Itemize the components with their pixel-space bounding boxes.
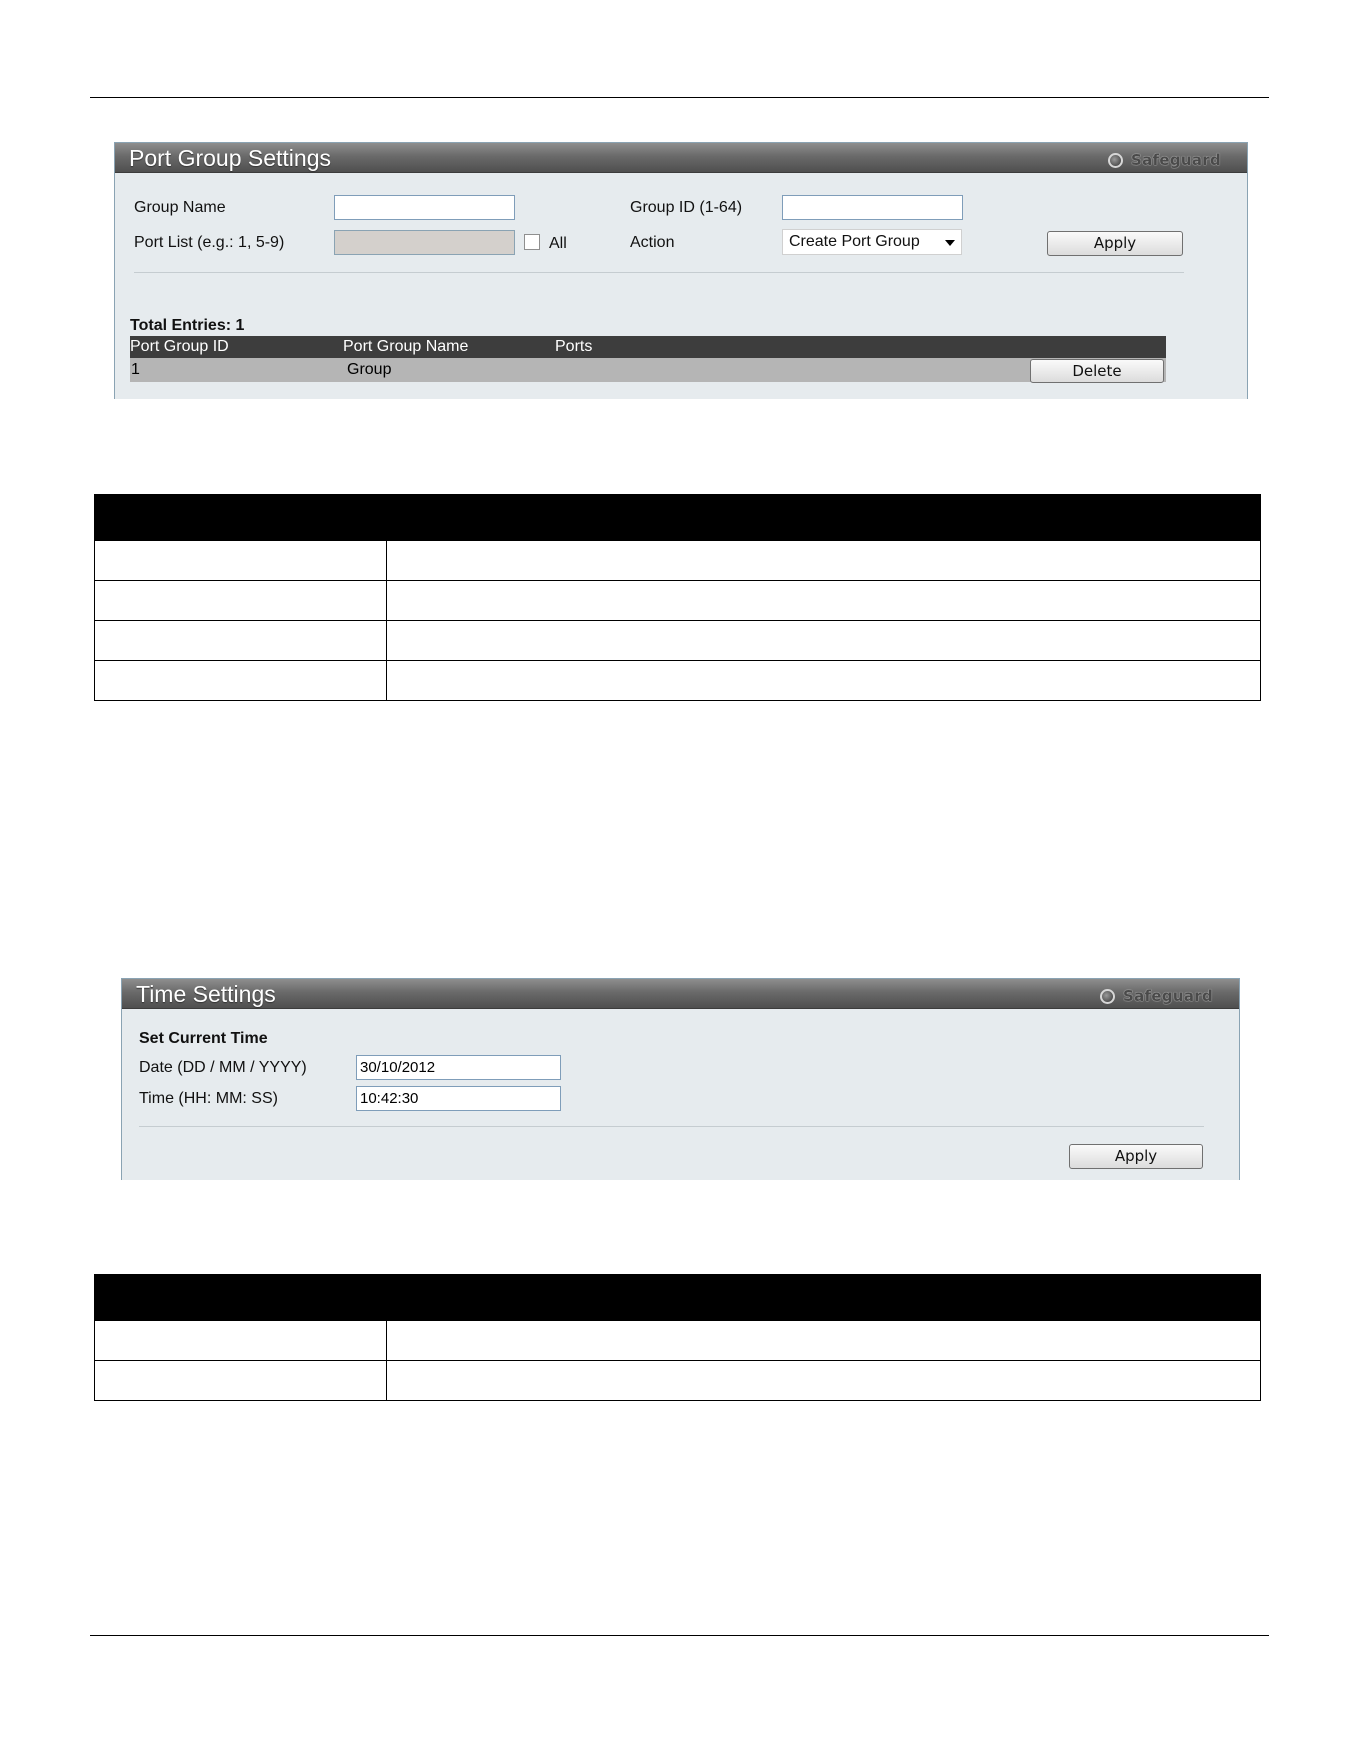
table-header-row: [95, 495, 1261, 541]
panel-title: Port Group Settings: [129, 145, 331, 171]
divider: [134, 272, 1184, 273]
table-header-row: [95, 1275, 1261, 1321]
port-list-label: Port List (e.g.: 1, 5-9): [134, 234, 285, 251]
all-ports-label: All: [549, 235, 567, 252]
chevron-down-icon: [945, 240, 955, 246]
port-list-input[interactable]: [334, 230, 515, 255]
divider: [139, 1126, 1204, 1127]
time-settings-panel: [121, 978, 1240, 1180]
all-ports-checkbox[interactable]: [524, 234, 540, 250]
date-label: Date (DD / MM / YYYY): [139, 1059, 307, 1076]
description-table-2: [94, 1274, 1261, 1401]
group-id-input[interactable]: [782, 195, 963, 220]
group-name-input[interactable]: [334, 195, 515, 220]
safeguard-indicator[interactable]: [1108, 151, 1221, 169]
time-input[interactable]: [356, 1086, 561, 1111]
table-row: [95, 661, 1261, 701]
safeguard-label: Safeguard: [1131, 151, 1221, 169]
total-entries: Total Entries: 1: [130, 317, 245, 334]
action-select[interactable]: [782, 229, 962, 255]
port-group-settings-panel: [114, 142, 1248, 399]
group-id-label: Group ID (1-64): [630, 199, 743, 216]
description-table-1: [94, 494, 1261, 701]
table-row: [95, 1321, 1261, 1361]
table-row: [95, 621, 1261, 661]
set-current-time-title: Set Current Time: [139, 1030, 268, 1047]
table-row: [130, 358, 1166, 382]
group-name-label: Group Name: [134, 199, 226, 216]
row-port-group-id: 1: [131, 361, 140, 378]
col-ports: Ports: [555, 338, 593, 355]
row-port-group-name: Group: [347, 361, 392, 378]
safeguard-status-icon: [1100, 989, 1115, 1004]
panel-header: [122, 979, 1239, 1009]
action-select-value: Create Port Group: [789, 233, 920, 250]
safeguard-indicator[interactable]: [1100, 987, 1213, 1005]
safeguard-label: Safeguard: [1123, 987, 1213, 1005]
table-row: [95, 541, 1261, 581]
panel-title: Time Settings: [136, 981, 276, 1007]
col-port-group-name: Port Group Name: [343, 338, 469, 355]
panel-header: [115, 143, 1247, 173]
bottom-rule: [90, 1635, 1269, 1636]
col-port-group-id: Port Group ID: [130, 338, 229, 355]
top-rule: [90, 97, 1269, 98]
time-label: Time (HH: MM: SS): [139, 1090, 278, 1107]
safeguard-status-icon: [1108, 153, 1123, 168]
port-group-table-header: [130, 336, 1166, 358]
table-row: [95, 581, 1261, 621]
apply-button[interactable]: Apply: [1047, 231, 1183, 256]
action-label: Action: [630, 234, 675, 251]
apply-button[interactable]: Apply: [1069, 1144, 1203, 1169]
date-input[interactable]: [356, 1055, 561, 1080]
table-row: [95, 1361, 1261, 1401]
delete-button[interactable]: Delete: [1030, 359, 1164, 383]
